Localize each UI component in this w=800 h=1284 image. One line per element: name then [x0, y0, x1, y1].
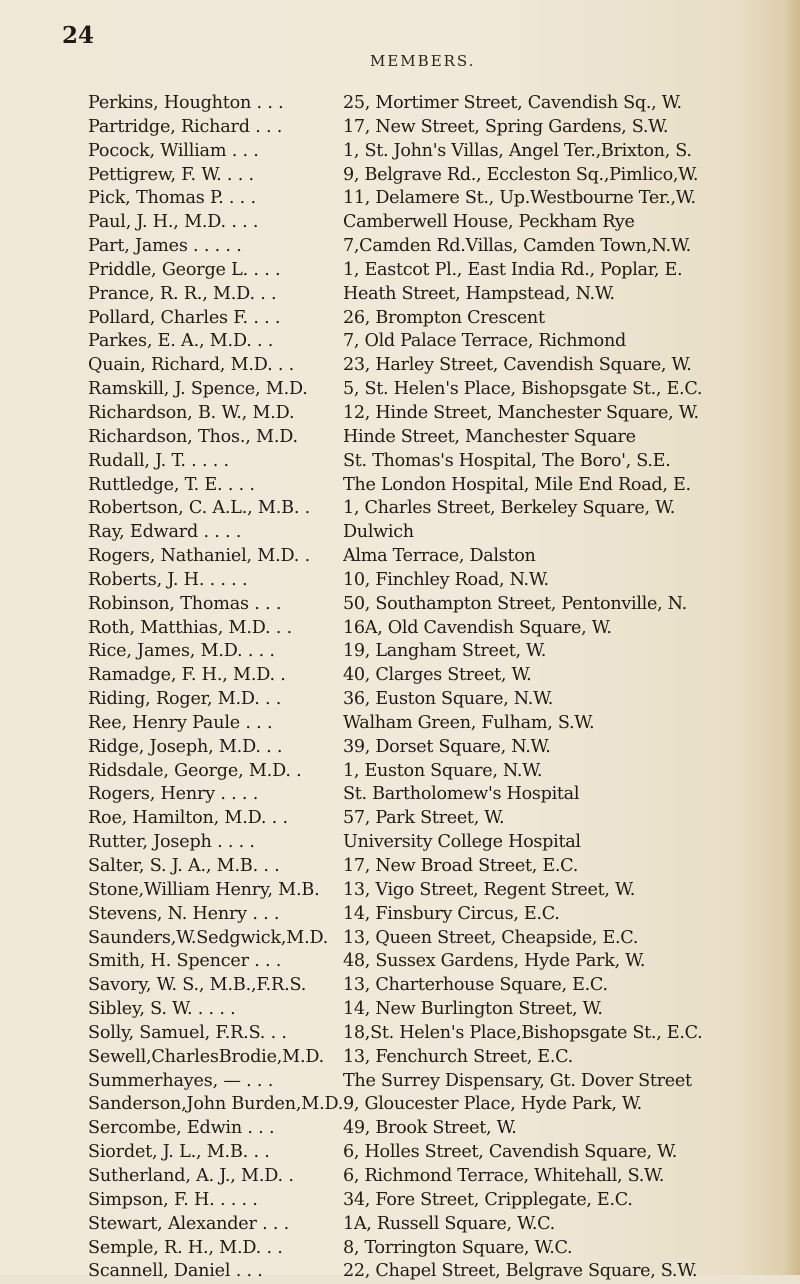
member-name: Priddle, George L. . . .: [88, 259, 281, 280]
member-entry: [88, 783, 800, 807]
member-name: Perkins, Houghton . . .: [88, 93, 284, 113]
member-entry: [88, 211, 800, 235]
member-name: Partridge, Richard . . .: [88, 116, 283, 137]
member-name: Pick, Thomas P. . . .: [88, 188, 256, 209]
member-address: 17, New Broad Street, E.C.: [343, 856, 578, 876]
member-address: 6, Richmond Terrace, Whitehall, S.W.: [343, 1165, 665, 1186]
member-address: 50, Southampton Street, Pentonville, N.: [343, 593, 687, 614]
member-address: 1, St. John's Villas, Angel Ter.,Brixton, S.: [343, 140, 692, 161]
member-name: Roth, Matthias, M.D. . .: [88, 617, 292, 638]
member-address: 57, Park Street, W.: [343, 808, 505, 829]
member-address: The London Hospital, Mile End Road, E.: [343, 474, 691, 495]
member-entry: [88, 330, 800, 354]
member-name: Pocock, William . . .: [88, 140, 259, 161]
member-address: 13, Charterhouse Square, E.C.: [343, 975, 608, 996]
member-name: Part, James . . . . .: [88, 236, 242, 257]
member-name: Semple, R. H., M.D. . .: [88, 1237, 283, 1258]
member-address: The Surrey Dispensary, Gt. Dover Street: [343, 1070, 692, 1091]
member-name: Ruttledge, T. E. . . .: [88, 474, 255, 495]
member-entry: [88, 927, 800, 951]
member-name: Savory, W. S., M.B.,F.R.S.: [88, 975, 307, 996]
member-name: Smith, H. Spencer . . .: [88, 951, 282, 972]
member-entry: [88, 307, 800, 331]
member-name: Saunders,W.Sedgwick,M.D.: [88, 927, 329, 948]
member-address: 40, Clarges Street, W.: [343, 665, 532, 686]
member-name: Simpson, F. H. . . . .: [88, 1189, 258, 1210]
member-entry: [88, 521, 800, 545]
member-name: Rogers, Nathaniel, M.D. .: [88, 546, 310, 567]
member-entry: [88, 1022, 800, 1046]
member-address: 13, Queen Street, Cheapside, E.C.: [343, 927, 639, 948]
member-address: 9, Belgrave Rd., Eccleston Sq.,Pimlico,W.: [343, 164, 699, 185]
member-address: 10, Finchley Road, N.W.: [343, 569, 549, 590]
member-address: 16A, Old Cavendish Square, W.: [343, 617, 612, 638]
member-name: Stewart, Alexander . . .: [88, 1213, 290, 1234]
member-entry: [88, 1260, 800, 1284]
member-address: Camberwell House, Peckham Rye: [343, 212, 635, 233]
member-entry: [88, 569, 800, 593]
member-entry: [88, 1117, 800, 1141]
member-name: Robinson, Thomas . . .: [88, 593, 282, 614]
member-entry: [88, 879, 800, 903]
member-address: 13, Fenchurch Street, E.C.: [343, 1046, 573, 1067]
member-name: Scannell, Daniel . . .: [88, 1261, 263, 1282]
member-entry: [88, 497, 800, 521]
member-name: Rutter, Joseph . . . .: [88, 832, 255, 853]
member-address: 34, Fore Street, Cripplegate, E.C.: [343, 1189, 633, 1210]
member-address: 48, Sussex Gardens, Hyde Park, W.: [343, 951, 646, 972]
member-entry: [88, 640, 800, 664]
member-entry: [88, 712, 800, 736]
member-entry: [88, 1213, 800, 1237]
member-address: 18,St. Helen's Place,Bishopsgate St., E.C.: [343, 1022, 703, 1043]
member-name: Ridge, Joseph, M.D. . .: [88, 736, 283, 757]
member-address: 13, Vigo Street, Regent Street, W.: [343, 879, 635, 900]
member-entry: [88, 1237, 800, 1261]
member-name: Rice, James, M.D. . . .: [88, 641, 275, 662]
member-name: Richardson, Thos., M.D.: [88, 426, 298, 447]
member-entry: [88, 664, 800, 688]
member-name: Siordet, J. L., M.B. . .: [88, 1142, 270, 1163]
member-address: St. Bartholomew's Hospital: [343, 784, 580, 805]
member-address: 7,Camden Rd.Villas, Camden Town,N.W.: [343, 236, 691, 257]
page-number: 24: [62, 22, 95, 49]
member-name: Roberts, J. H. . . . .: [88, 569, 248, 590]
member-address: 6, Holles Street, Cavendish Square, W.: [343, 1142, 678, 1163]
member-entry: [88, 426, 800, 450]
running-head: MEMBERS.: [370, 52, 476, 70]
member-name: Sutherland, A. J., M.D. .: [88, 1165, 294, 1186]
member-address: Hinde Street, Manchester Square: [343, 426, 636, 447]
member-name: Riding, Roger, M.D. . .: [88, 689, 282, 710]
member-entry: [88, 760, 800, 784]
member-name: Summerhayes, — . . .: [88, 1070, 274, 1091]
member-address: 8, Torrington Square, W.C.: [343, 1237, 573, 1258]
member-address: Heath Street, Hampstead, N.W.: [343, 283, 615, 304]
member-entry: [88, 736, 800, 760]
member-entry: [88, 164, 800, 188]
member-name: Roe, Hamilton, M.D. . .: [88, 808, 288, 829]
member-name: Richardson, B. W., M.D.: [88, 402, 295, 423]
member-entry: [88, 92, 800, 116]
member-entry: [88, 259, 800, 283]
member-address: Walham Green, Fulham, S.W.: [343, 712, 595, 733]
member-entry: [88, 974, 800, 998]
member-entry: [88, 187, 800, 211]
member-name: Pollard, Charles F. . . .: [88, 307, 281, 328]
member-address: 25, Mortimer Street, Cavendish Sq., W.: [343, 93, 682, 113]
member-address: 49, Brook Street, W.: [343, 1118, 517, 1139]
member-address: 1, Charles Street, Berkeley Square, W.: [343, 498, 676, 519]
member-name: Stone,William Henry, M.B.: [88, 879, 320, 900]
member-name: Stevens, N. Henry . . .: [88, 903, 280, 924]
member-name: Parkes, E. A., M.D. . .: [88, 331, 274, 352]
member-entry: [88, 807, 800, 831]
member-name: Paul, J. H., M.D. . . .: [88, 212, 259, 233]
member-address: Dulwich: [343, 522, 414, 543]
member-entry: [88, 116, 800, 140]
member-name: Ridsdale, George, M.D. .: [88, 760, 302, 781]
member-address: 1A, Russell Square, W.C.: [343, 1213, 555, 1234]
member-entry: [88, 617, 800, 641]
member-entry: [88, 903, 800, 927]
member-name: Sibley, S. W. . . . .: [88, 999, 236, 1020]
member-name: Sewell,CharlesBrodie,M.D.: [88, 1046, 325, 1067]
member-address: St. Thomas's Hospital, The Boro', S.E.: [343, 450, 671, 471]
member-name: Prance, R. R., M.D. . .: [88, 283, 277, 304]
member-name: Rogers, Henry . . . .: [88, 784, 259, 805]
member-entry: [88, 998, 800, 1022]
member-address: 19, Langham Street, W.: [343, 641, 547, 662]
member-address: 14, New Burlington Street, W.: [343, 999, 603, 1020]
member-entry: [88, 593, 800, 617]
member-address: 1, Eastcot Pl., East India Rd., Poplar, E.: [343, 259, 683, 280]
member-address: 7, Old Palace Terrace, Richmond: [343, 331, 626, 352]
member-address: University College Hospital: [343, 832, 581, 853]
member-address: 1, Euston Square, N.W.: [343, 760, 543, 781]
member-entry: [88, 283, 800, 307]
member-list: [88, 92, 800, 1284]
member-entry: [88, 950, 800, 974]
member-address: 14, Finsbury Circus, E.C.: [343, 903, 560, 924]
member-entry: [88, 402, 800, 426]
member-entry: [88, 1189, 800, 1213]
member-address: Alma Terrace, Dalston: [343, 546, 536, 567]
member-address: 9, Gloucester Place, Hyde Park, W.: [343, 1094, 642, 1115]
member-address: 17, New Street, Spring Gardens, S.W.: [343, 116, 669, 137]
member-name: Robertson, C. A.L., M.B. .: [88, 498, 311, 519]
member-address: 36, Euston Square, N.W.: [343, 689, 554, 710]
member-entry: [88, 1165, 800, 1189]
member-entry: [88, 545, 800, 569]
member-name: Ree, Henry Paule . . .: [88, 712, 273, 733]
member-name: Sanderson,John Burden,M.D.: [88, 1094, 344, 1115]
member-entry: [88, 378, 800, 402]
member-entry: [88, 855, 800, 879]
member-name: Pettigrew, F. W. . . .: [88, 164, 254, 185]
member-address: 39, Dorset Square, N.W.: [343, 736, 551, 757]
member-entry: [88, 235, 800, 259]
member-entry: [88, 1141, 800, 1165]
member-name: Salter, S. J. A., M.B. . .: [88, 856, 280, 876]
member-address: 22, Chapel Street, Belgrave Square, S.W.: [343, 1261, 698, 1282]
member-entry: [88, 831, 800, 855]
member-entry: [88, 688, 800, 712]
member-address: 12, Hinde Street, Manchester Square, W.: [343, 402, 699, 423]
member-name: Ramadge, F. H., M.D. .: [88, 665, 286, 686]
member-name: Quain, Richard, M.D. . .: [88, 355, 295, 376]
member-entry: [88, 450, 800, 474]
member-entry: [88, 474, 800, 498]
member-entry: [88, 1070, 800, 1094]
member-address: 5, St. Helen's Place, Bishopsgate St., E.C.: [343, 379, 703, 400]
member-entry: [88, 1046, 800, 1070]
member-address: 23, Harley Street, Cavendish Square, W.: [343, 355, 692, 376]
member-entry: [88, 140, 800, 164]
member-name: Sercombe, Edwin . . .: [88, 1118, 275, 1139]
member-name: Solly, Samuel, F.R.S. . .: [88, 1022, 287, 1043]
member-address: 11, Delamere St., Up.Westbourne Ter.,W.: [343, 188, 696, 209]
member-name: Ray, Edward . . . .: [88, 522, 242, 543]
member-entry: [88, 1093, 800, 1117]
member-name: Ramskill, J. Spence, M.D.: [88, 379, 308, 400]
member-entry: [88, 354, 800, 378]
member-name: Rudall, J. T. . . . .: [88, 450, 229, 471]
member-address: 26, Brompton Crescent: [343, 307, 545, 328]
